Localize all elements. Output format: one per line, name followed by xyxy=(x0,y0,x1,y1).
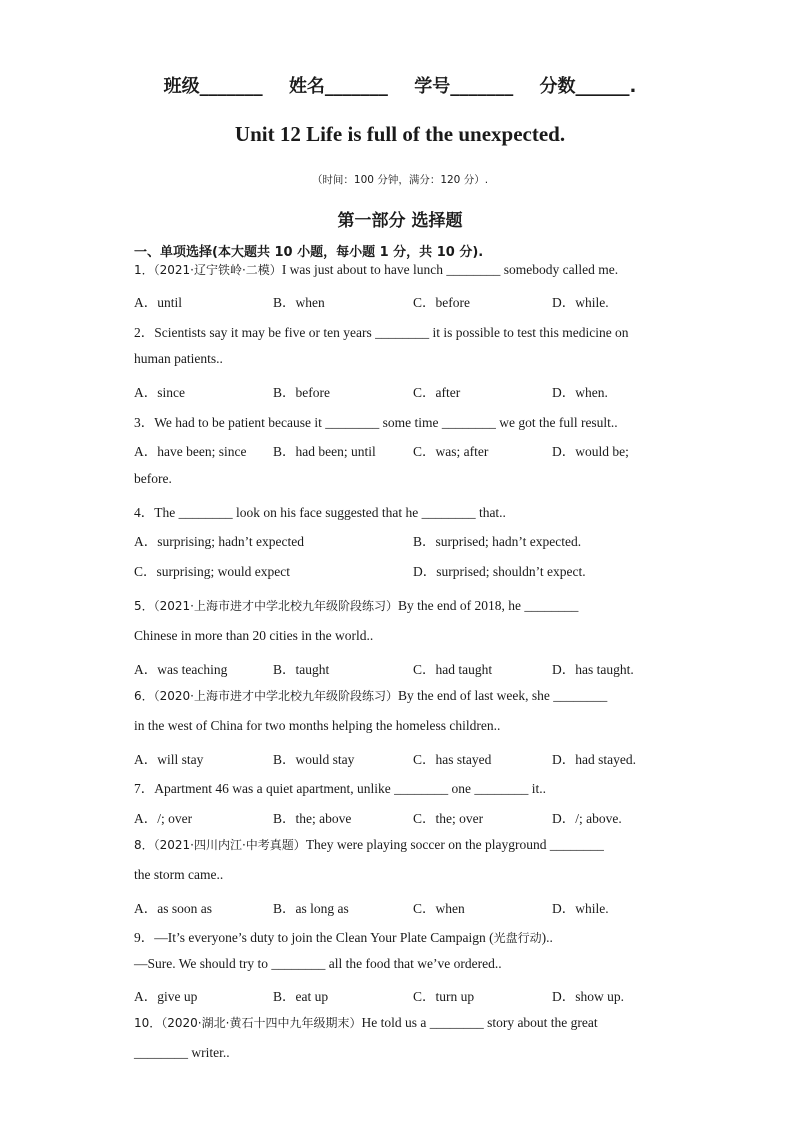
option-c: C．surprising; would expect xyxy=(134,564,290,579)
option-c: C．was; after xyxy=(413,444,489,459)
question-source: 8．（2021·四川内江·中考真题） xyxy=(134,838,306,852)
question-text: By the end of last week, she ________ xyxy=(398,688,608,703)
question-source: 1．（2021·辽宁铁岭·二模） xyxy=(134,263,282,277)
option-b: B．eat up xyxy=(273,989,329,1004)
option-a: A．was teaching xyxy=(134,662,228,677)
question-text: They were playing soccer on the playground ________ xyxy=(305,837,604,852)
option-b: B．when xyxy=(273,295,325,310)
question-2-cont: human patients.. xyxy=(134,351,223,366)
option-d: D．show up. xyxy=(552,989,625,1004)
question-source: 5．（2021·上海市进才中学北校九年级阶段练习） xyxy=(134,599,398,613)
question-5 xyxy=(134,597,578,614)
option-d-wrap: before. xyxy=(134,471,172,486)
option-d: D．had stayed. xyxy=(552,752,636,767)
score-field: 分数______. xyxy=(539,76,637,97)
question-6 xyxy=(134,687,607,704)
option-a: A．until xyxy=(134,295,183,310)
option-a: A．give up xyxy=(134,989,198,1004)
question-6-cont: in the west of China for two months helping the homeless children.. xyxy=(134,718,501,733)
option-d: D．has taught. xyxy=(552,662,634,677)
question-text: 9．—It’s everyone’s duty to join the Clean Your Plate Campaign ( xyxy=(134,930,494,945)
question-source: 6．（2020·上海市进才中学北校九年级阶段练习） xyxy=(134,689,398,703)
option-a: A．since xyxy=(134,385,185,400)
question-2: 2．Scientists say it may be five or ten years ________ it is possible to test this medicine on xyxy=(134,325,629,340)
question-text: I was just about to have lunch ________ somebody called me. xyxy=(281,262,619,277)
option-b: B．before xyxy=(273,385,330,400)
question-text-end: ).. xyxy=(541,930,553,945)
question-5-cont: Chinese in more than 20 cities in the world.. xyxy=(134,628,374,643)
option-c: C．after xyxy=(413,385,461,400)
question-8 xyxy=(134,836,604,853)
question-9-reply: —Sure. We should try to ________ all the food that we’ve ordered.. xyxy=(134,956,502,971)
name-field: 姓名_______ xyxy=(288,76,388,97)
option-c: C．when xyxy=(413,901,465,916)
option-b: B．taught xyxy=(273,662,330,677)
part-title: 第一部分 选择题 xyxy=(337,211,463,231)
question-text: He told us a ________ story about the great xyxy=(361,1015,598,1030)
option-c: C．had taught xyxy=(413,662,493,677)
question-1 xyxy=(134,261,618,278)
exam-info: （时间：100 分钟，满分：120 分）. xyxy=(311,174,489,186)
option-b: B．had been; until xyxy=(273,444,376,459)
option-b: B．the; above xyxy=(273,811,352,826)
question-8-cont: the storm came.. xyxy=(134,867,224,882)
question-3: 3．We had to be patient because it ________ some time ________ we got the full result.. xyxy=(134,415,618,430)
option-a: A．have been; since xyxy=(134,444,247,459)
question-9 xyxy=(134,926,553,946)
option-a: A．/; over xyxy=(134,811,193,826)
question-text-cn: 光盘行动 xyxy=(493,931,542,945)
option-b: B．surprised; hadn’t expected. xyxy=(413,534,582,549)
option-a: A．as soon as xyxy=(134,901,212,916)
option-d: D．/; above. xyxy=(552,811,622,826)
option-c: C．has stayed xyxy=(413,752,492,767)
option-a: A．surprising; hadn’t expected xyxy=(134,534,304,549)
question-source: 10．（2020·湖北·黄石十四中九年级期末） xyxy=(134,1016,362,1030)
question-4: 4．The ________ look on his face suggested that he ________ that.. xyxy=(134,505,506,520)
option-b: B．as long as xyxy=(273,901,349,916)
option-b: B．would stay xyxy=(273,752,355,767)
student-id-field: 学号_______ xyxy=(414,76,514,97)
option-c: C．before xyxy=(413,295,470,310)
student-info-header xyxy=(0,72,800,98)
question-7: 7．Apartment 46 was a quiet apartment, unlike ________ one ________ it.. xyxy=(134,781,547,796)
option-c: C．the; over xyxy=(413,811,484,826)
question-10-cont: ________ writer.. xyxy=(134,1045,230,1060)
question-text: By the end of 2018, he ________ xyxy=(398,598,579,613)
page-title: Unit 12 Life is full of the unexpected. xyxy=(234,122,566,146)
option-a: A．will stay xyxy=(134,752,204,767)
option-d: D．while. xyxy=(552,295,609,310)
section-title: 一、单项选择(本大题共 10 小题，每小题 1 分，共 10 分). xyxy=(134,245,484,260)
option-c: C．turn up xyxy=(413,989,475,1004)
option-d: D．would be; xyxy=(552,444,629,459)
option-d: D．while. xyxy=(552,901,609,916)
option-d: D．surprised; shouldn’t expect. xyxy=(413,564,586,579)
question-10 xyxy=(134,1014,598,1031)
option-d: D．when. xyxy=(552,385,608,400)
class-field: 班级_______ xyxy=(163,76,263,97)
